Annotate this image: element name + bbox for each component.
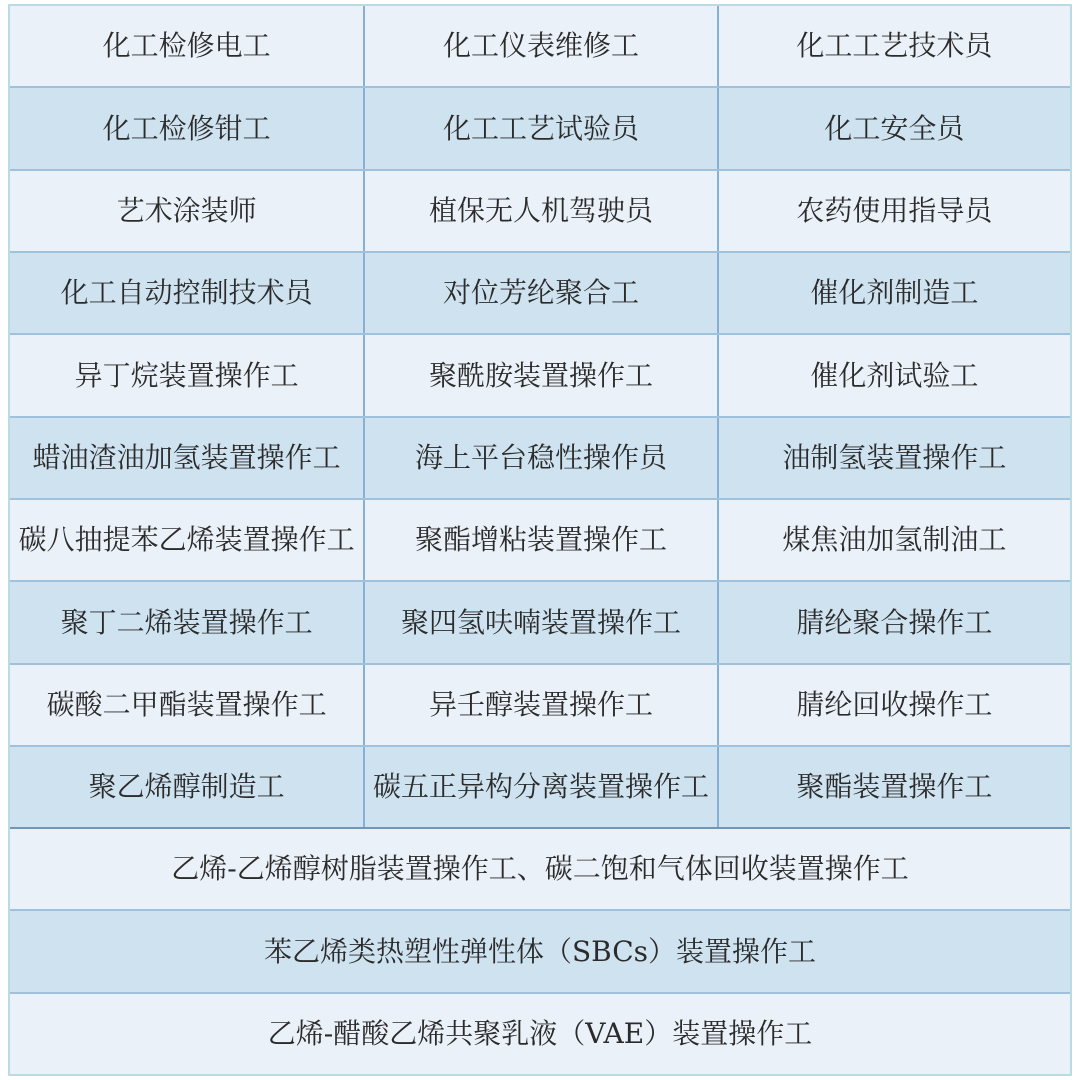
table-row xyxy=(10,580,1070,662)
occupation-cell: 对位芳纶聚合工 xyxy=(363,253,716,333)
occupation-cell: 苯乙烯类热塑性弹性体（SBCs）装置操作工 xyxy=(263,934,817,968)
occupation-cell: 乙烯-醋酸乙烯共聚乳液（VAE）装置操作工 xyxy=(267,1017,813,1051)
occupation-cell: 碳八抽提苯乙烯装置操作工 xyxy=(18,523,355,557)
occupation-cell: 植保无人机驾驶员 xyxy=(363,171,716,251)
table-row xyxy=(10,169,1070,251)
occupation-cell: 聚乙烯醇制造工 xyxy=(88,770,285,804)
occupation-cell: 化工自动控制技术员 xyxy=(60,276,313,310)
occupation-cell: 化工工艺技术员 xyxy=(717,6,1070,86)
table-row-fullwidth xyxy=(10,909,1070,991)
occupation-cell: 化工仪表维修工 xyxy=(363,6,716,86)
occupation-cell: 煤焦油加氢制油工 xyxy=(717,500,1070,580)
occupation-cell: 艺术涂装师 xyxy=(116,193,257,227)
occupation-cell: 化工检修电工 xyxy=(102,29,271,63)
table-row-fullwidth xyxy=(10,827,1070,909)
occupation-cell: 化工检修钳工 xyxy=(102,111,271,145)
occupation-cell: 碳酸二甲酯装置操作工 xyxy=(46,687,327,721)
occupation-table xyxy=(8,4,1072,1076)
occupation-cell: 异丁烷装置操作工 xyxy=(74,358,299,392)
occupation-cell: 化工安全员 xyxy=(717,88,1070,168)
table-row xyxy=(10,745,1070,827)
table-row xyxy=(10,498,1070,580)
occupation-cell: 催化剂制造工 xyxy=(717,253,1070,333)
occupation-cell: 蜡油渣油加氢装置操作工 xyxy=(32,440,341,474)
table-row xyxy=(10,6,1070,86)
occupation-cell: 聚酯装置操作工 xyxy=(717,747,1070,827)
occupation-cell: 催化剂试验工 xyxy=(717,335,1070,415)
occupation-cell: 油制氢装置操作工 xyxy=(717,418,1070,498)
table-row xyxy=(10,333,1070,415)
occupation-cell: 化工工艺试验员 xyxy=(363,88,716,168)
occupation-cell: 农药使用指导员 xyxy=(717,171,1070,251)
occupation-cell: 腈纶聚合操作工 xyxy=(717,582,1070,662)
occupation-cell: 碳五正异构分离装置操作工 xyxy=(363,747,716,827)
table-row xyxy=(10,663,1070,745)
table-row xyxy=(10,86,1070,168)
occupation-cell: 聚四氢呋喃装置操作工 xyxy=(363,582,716,662)
occupation-cell: 异壬醇装置操作工 xyxy=(363,665,716,745)
occupation-cell: 乙烯-乙烯醇树脂装置操作工、碳二饱和气体回收装置操作工 xyxy=(171,852,909,886)
occupation-cell: 聚丁二烯装置操作工 xyxy=(60,605,313,639)
occupation-cell: 海上平台稳性操作员 xyxy=(363,418,716,498)
occupation-cell: 聚酰胺装置操作工 xyxy=(363,335,716,415)
table-row xyxy=(10,416,1070,498)
occupation-cell: 腈纶回收操作工 xyxy=(717,665,1070,745)
table-row-fullwidth xyxy=(10,992,1070,1074)
table-row xyxy=(10,251,1070,333)
occupation-cell: 聚酯增粘装置操作工 xyxy=(363,500,716,580)
